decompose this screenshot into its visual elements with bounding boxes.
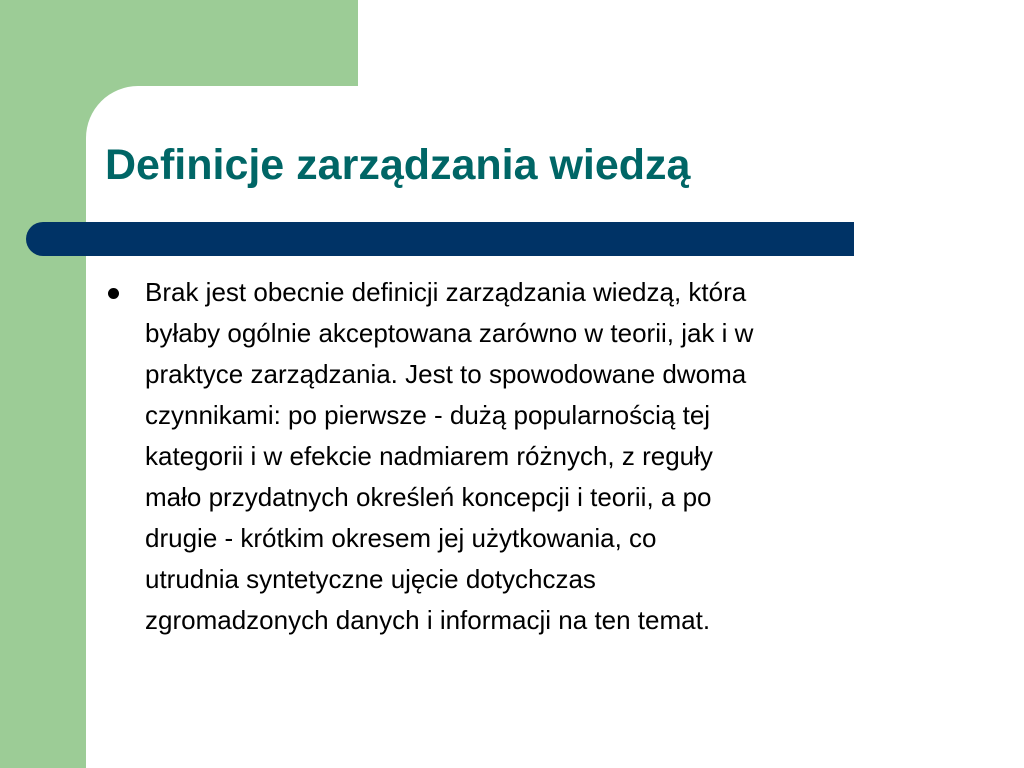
list-item (106, 272, 966, 641)
bullet-text-line: zgromadzonych danych i informacji na ten temat. (145, 605, 711, 635)
bullet-text (145, 272, 955, 641)
bullet-text-line: byłaby ogólnie akceptowana zarówno w teorii, jak i w (145, 318, 754, 348)
bullet-text-line: kategorii i w efekcie nadmiarem różnych, z reguły (145, 441, 713, 471)
bullet-text-line: Brak jest obecnie definicji zarządzania wiedzą, która (145, 277, 747, 307)
bullet-list (106, 272, 966, 641)
bullet-text-line: praktyce zarządzania. Jest to spowodowane dwoma (145, 359, 747, 389)
bullet-text-line: drugie - krótkim okresem jej użytkowania, co (145, 523, 657, 553)
bullet-text-line: utrudnia syntetyczne ujęcie dotychczas (145, 564, 596, 594)
bullet-text-line: mało przydatnych określeń koncepcji i teorii, a po (145, 482, 712, 512)
bullet-dot-icon (108, 288, 119, 299)
title-underline-bar (26, 222, 854, 256)
slide-title: Definicje zarządzania wiedzą (105, 141, 691, 189)
bullet-text-line: czynnikami: po pierwsze - dużą popularnością tej (145, 400, 711, 430)
